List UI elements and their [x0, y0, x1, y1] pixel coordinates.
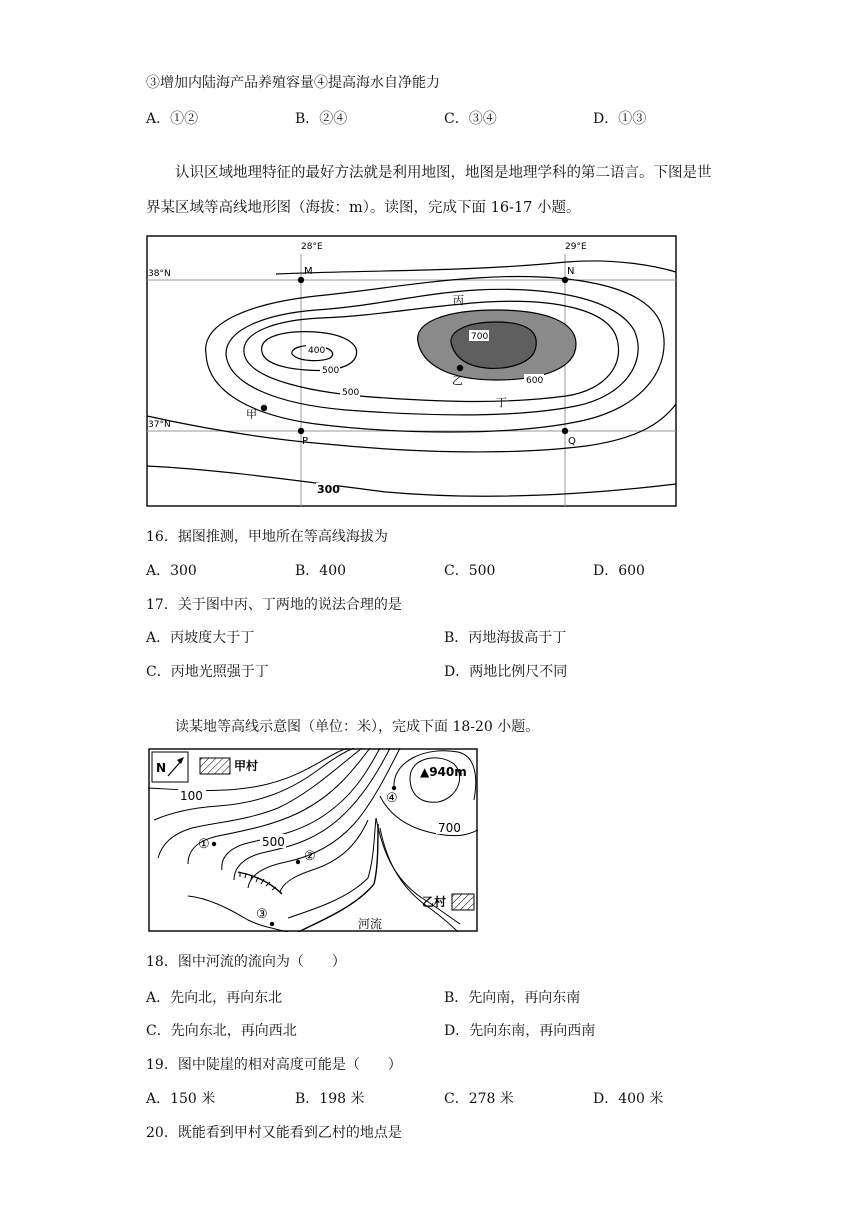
contour-400-label: 400	[308, 346, 326, 356]
q18-option-a: A．先向北，再向东北	[146, 990, 283, 1006]
q18-stem: 18．图中河流的流向为（ ）	[146, 954, 346, 970]
contour-500b-label: 500	[342, 388, 360, 398]
q16-option-d: D．600	[593, 563, 645, 579]
q15-option-c: C．③④	[444, 111, 497, 127]
q20-stem: 20．既能看到甲村又能看到乙村的地点是	[146, 1125, 402, 1141]
q18-option-d: D．先向东南，再向西南	[444, 1023, 596, 1039]
point-1-label: ①	[198, 837, 210, 852]
q16-option-c: C．500	[444, 563, 496, 579]
q19-stem: 19．图中陡崖的相对高度可能是（ ）	[146, 1057, 402, 1073]
contour-500-label: 500	[262, 835, 285, 849]
lat-bottom-label: 37°N	[148, 420, 171, 430]
point-m-label: M	[304, 266, 313, 277]
q15-tail: ③增加内陆海产品养殖容量④提高海水自净能力	[146, 75, 440, 91]
lat-top-label: 38°N	[148, 269, 171, 279]
q17-stem: 17．关于图中丙、丁两地的说法合理的是	[146, 597, 402, 613]
q19-option-b: B．198 米	[295, 1091, 365, 1107]
point-3-label: ③	[256, 907, 268, 922]
contour-300-label: 300	[317, 483, 340, 496]
lon-right-label: 29°E	[565, 242, 587, 252]
legend-village-b: 乙村	[422, 895, 447, 909]
contour-500a-label: 500	[322, 366, 340, 376]
q18-option-c: C．先向东北，再向西北	[146, 1023, 297, 1039]
q19-option-a: A．150 米	[146, 1091, 216, 1107]
q15-option-b: B．②④	[295, 111, 348, 127]
point-2-label: ②	[304, 849, 316, 864]
lon-left-label: 28°E	[301, 242, 323, 252]
q17-option-d: D．两地比例尺不同	[444, 664, 568, 680]
contour-700-label: 700	[438, 821, 461, 835]
intro-paragraph-1: 认识区域地理特征的最好方法就是利用地图，地图是地理学科的第二语言。下图是世界某区域等高线地形图（海拔：m）。读图，完成下面 16-17 小题。	[146, 165, 712, 216]
point-bing-label: 丙	[453, 294, 464, 307]
q16-option-a: A．300	[146, 563, 197, 579]
intro-paragraph-2: 读某地等高线示意图（单位：米），完成下面 18-20 小题。	[175, 719, 540, 735]
point-4-label: ④	[386, 791, 398, 806]
contour-100-label: 100	[180, 789, 203, 803]
q18-option-b: B．先向南，再向东南	[444, 990, 581, 1006]
river-label: 河流	[358, 917, 383, 931]
north-label: N	[156, 761, 167, 775]
q15-option-a: A．①②	[146, 111, 199, 127]
point-ding-label: 丁	[496, 396, 507, 409]
q16-stem: 16．据图推测，甲地所在等高线海拔为	[146, 529, 388, 545]
q19-option-d: D．400 米	[593, 1091, 664, 1107]
q17-option-b: B．丙地海拔高于丁	[444, 630, 567, 646]
point-n-label: N	[567, 266, 575, 277]
point-q-label: Q	[568, 436, 576, 447]
contour-700-label: 700	[471, 332, 489, 342]
contour-map-2	[148, 748, 478, 932]
q15-option-d: D．①③	[593, 111, 647, 127]
point-jia-label: 甲	[246, 408, 257, 421]
q19-option-c: C．278 米	[444, 1091, 514, 1107]
q17-option-a: A．丙坡度大于丁	[146, 630, 255, 646]
legend-village-a: 甲村	[234, 759, 259, 773]
point-p-label: P	[302, 436, 309, 447]
contour-map-1	[146, 234, 678, 508]
contour-600-label: 600	[526, 376, 544, 386]
q17-option-c: C．丙地光照强于丁	[146, 664, 269, 680]
point-yi-label: 乙	[452, 374, 463, 387]
q16-option-b: B．400	[295, 563, 347, 579]
peak-940-label: ▲940m	[420, 765, 467, 779]
